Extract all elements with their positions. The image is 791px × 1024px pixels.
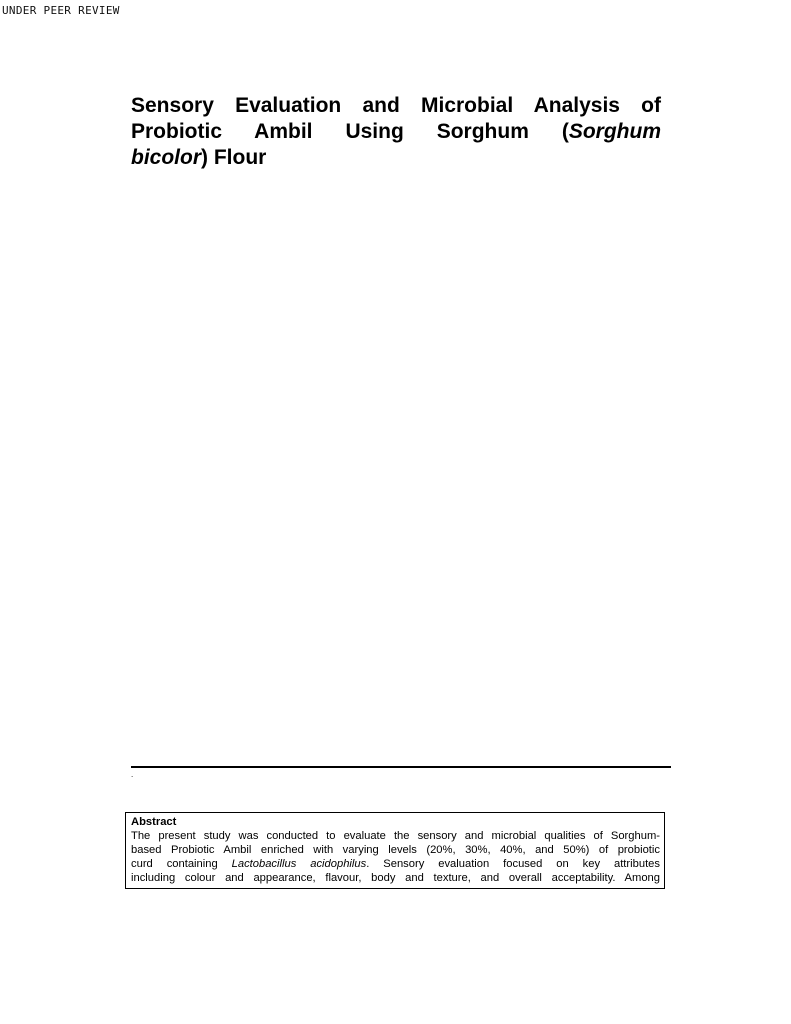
abstract-box [125,812,665,889]
title-line-2 [131,119,661,145]
abstract-line-3-post: . Sensory evaluation focused on key attributes [366,858,660,870]
footnote-marker: . [131,770,134,779]
abstract-organism-name: Lactobacillus acidophilus [231,858,367,870]
footnote-divider [131,766,671,768]
paper-title [131,93,661,171]
title-species-epithet: bicolor [131,146,202,169]
title-species-genus: Sorghum [568,120,661,143]
title-line-2-text: Probiotic Ambil Using Sorghum ( [131,120,569,143]
abstract-heading: Abstract [131,816,177,828]
title-line-1: Sensory Evaluation and Microbial Analysis of [131,94,661,117]
abstract-line-3 [131,857,660,871]
abstract-body [131,829,660,885]
title-line-3 [131,145,661,171]
abstract-line-3-pre: curd containing [131,858,232,870]
title-line-3-text: ) Flour [201,146,267,169]
abstract-line-2: based Probiotic Ambil enriched with varying levels (20%, 30%, 40%, and 50%) of probiotic [131,844,660,856]
abstract-line-1: The present study was conducted to evaluate the sensory and microbial qualities of Sorghum- [131,830,660,842]
abstract-line-4: including colour and appearance, flavour, body and texture, and overall acceptability. Among [131,872,660,884]
peer-review-watermark: UNDER PEER REVIEW [2,4,120,17]
